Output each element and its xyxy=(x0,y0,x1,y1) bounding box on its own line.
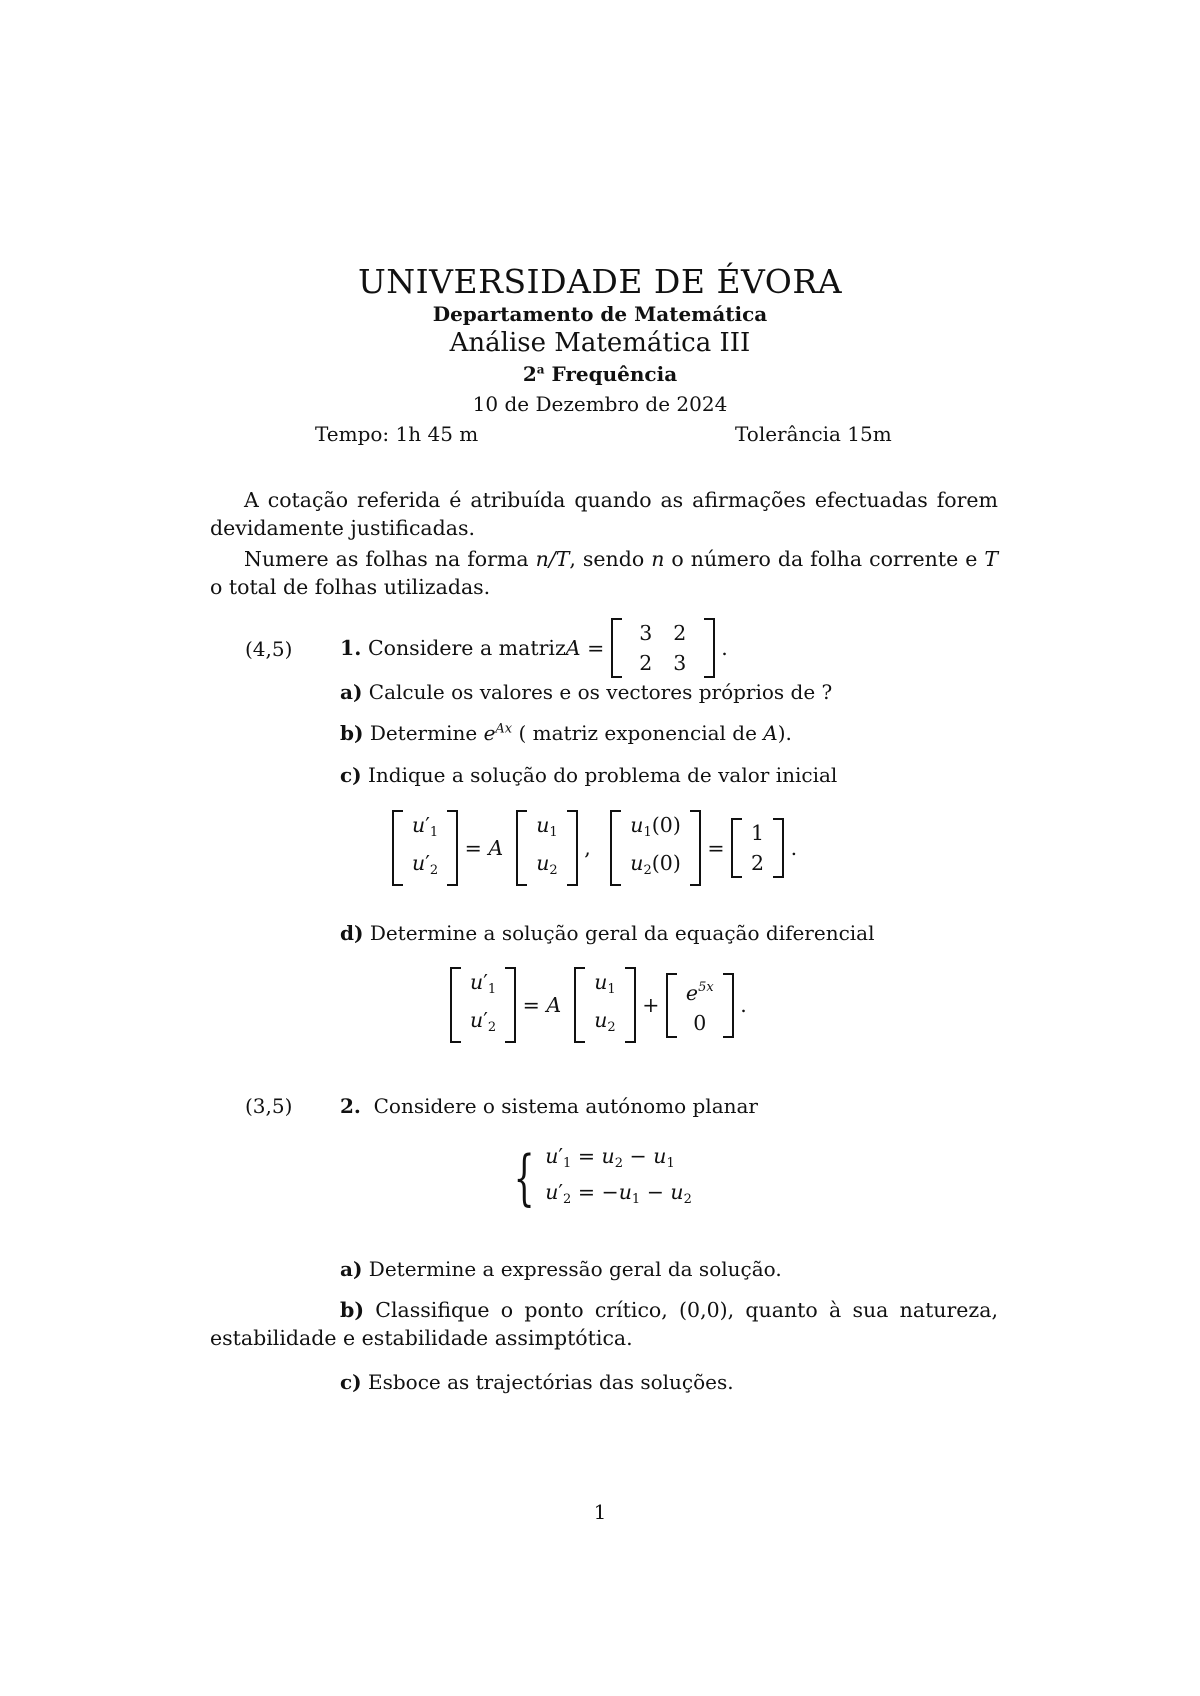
exam-superscript: a xyxy=(536,362,545,377)
q1-item-c xyxy=(340,763,837,787)
q1-b-text3: ). xyxy=(777,721,792,745)
initial-value: 1 xyxy=(751,821,765,845)
instr2-d: o total de folhas utilizadas. xyxy=(210,575,491,599)
q1-item-a xyxy=(340,680,832,704)
instr2-a: Numere as folhas na forma xyxy=(244,547,536,571)
forcing-vector xyxy=(666,973,734,1038)
q2-system xyxy=(505,1142,692,1214)
initial-value: 2 xyxy=(751,851,765,875)
q2-item-b xyxy=(210,1296,998,1352)
q2-item-a xyxy=(340,1257,782,1281)
q1-c-equation: $u'_1$ $u'_2$ = A $u_1$ $u_2$ , $u_1(0)$ $u_2(0)$ = 1 2 . xyxy=(392,810,797,886)
instructions-paragraph-2 xyxy=(210,545,998,601)
system-equations: $u'_1 = u_2 - u_1$ $u'_2 = -u_1 - u_2$ xyxy=(545,1144,692,1207)
exam-number: 2 xyxy=(522,362,537,386)
matrix-entry: 3 xyxy=(639,621,653,645)
q2-a-label: a) xyxy=(340,1257,363,1281)
q1-a-text: Calcule os valores e os vectores próprios de ? xyxy=(368,680,833,704)
initial-values-vector xyxy=(731,818,784,878)
forcing-zero: 0 xyxy=(693,1010,707,1035)
q1-d-equation: $u'_1$ $u'_2$ = A $u_1$ $u_2$ + $e^{5x}$ 0 . xyxy=(450,967,747,1043)
q1-matrix-body xyxy=(613,618,713,678)
q1-d-label: d) xyxy=(340,921,364,945)
q1-matrix xyxy=(611,618,715,678)
q2-points: (3,5) xyxy=(245,1094,293,1118)
matrix-entry: 3 xyxy=(673,651,687,675)
q1-b-text1: Determine xyxy=(369,721,484,745)
q1-statement: 1. Considere a matriz A = 3 2 2 3 . xyxy=(340,618,728,678)
exam-word: Frequência xyxy=(551,362,678,386)
derivative-vector: $u'_1$ $u'_2$ xyxy=(450,967,516,1043)
q1-b-A: A xyxy=(763,721,778,745)
q1-b-exp-base: e xyxy=(483,721,496,745)
q1-a-label: a) xyxy=(340,680,363,704)
q1-equals: = xyxy=(580,636,611,660)
derivative-vector: $u'_1$ $u'_2$ xyxy=(392,810,458,886)
q2-c-label: c) xyxy=(340,1370,362,1394)
q1-c-label: c) xyxy=(340,763,362,787)
exam-date: 10 de Dezembro de 2024 xyxy=(472,392,728,416)
q1-item-d xyxy=(340,921,875,945)
university-title: UNIVERSIDADE DE ÉVORA xyxy=(357,262,843,301)
state-vector: $u_1$ $u_2$ xyxy=(574,967,635,1043)
instr2-n: n xyxy=(651,547,665,571)
q1-number: 1. xyxy=(340,636,362,660)
instr2-nT: n/T xyxy=(535,547,570,571)
q1-b-text2: ( matriz exponencial de xyxy=(512,721,764,745)
q2-text: Considere o sistema autónomo planar xyxy=(373,1094,758,1118)
q1-b-label: b) xyxy=(340,721,364,745)
instructions-paragraph-1 xyxy=(210,486,998,542)
q2-b-text: Classifique o ponto crítico, (0,0), quanto à sua natureza, estabilidade e estabilidade assimptótica. xyxy=(210,1298,998,1350)
exam-duration: Tempo: 1h 45 m xyxy=(315,422,479,446)
q2-a-text: Determine a expressão geral da solução. xyxy=(368,1257,782,1281)
instr2-c: o número da folha corrente e xyxy=(664,547,985,571)
forcing-base: e xyxy=(685,980,699,1005)
instructions-text-1: A cotação referida é atribuída quando as afirmações efectuadas forem devidamente justificadas. xyxy=(210,488,998,540)
q1-c-text: Indique a solução do problema de valor inicial xyxy=(368,763,838,787)
q1-d-text: Determine a solução geral da equação diferencial xyxy=(369,921,875,945)
department: Departamento de Matemática xyxy=(432,302,768,326)
q2-item-c xyxy=(340,1370,734,1394)
initial-state-vector: $u_1(0)$ $u_2(0)$ xyxy=(610,810,701,886)
exam-tolerance: Tolerância 15m xyxy=(735,422,892,446)
q1-matrix-name: A xyxy=(565,636,581,660)
q2-c-text: Esboce as trajectórias das soluções. xyxy=(368,1370,734,1394)
q1-b-exponent: Ax xyxy=(495,721,513,737)
q2-b-label: b) xyxy=(340,1298,365,1322)
q1-item-b xyxy=(340,721,792,745)
state-vector: $u_1$ $u_2$ xyxy=(516,810,577,886)
q2-number: 2. xyxy=(340,1094,361,1118)
instr2-T: T xyxy=(984,547,999,571)
q1-text: Considere a matriz xyxy=(367,636,566,660)
matrix-entry: 2 xyxy=(639,651,653,675)
exam-title xyxy=(0,362,1200,386)
instr2-b: , sendo xyxy=(569,547,652,571)
page-number: 1 xyxy=(593,1500,607,1524)
matrix-entry: 2 xyxy=(673,621,687,645)
course-title: Análise Matemática III xyxy=(449,328,751,358)
forcing-exponent: 5x xyxy=(698,979,714,995)
q1-points: (4,5) xyxy=(245,637,293,661)
system-brace: { xyxy=(513,1143,535,1213)
q2-statement xyxy=(340,1094,758,1118)
